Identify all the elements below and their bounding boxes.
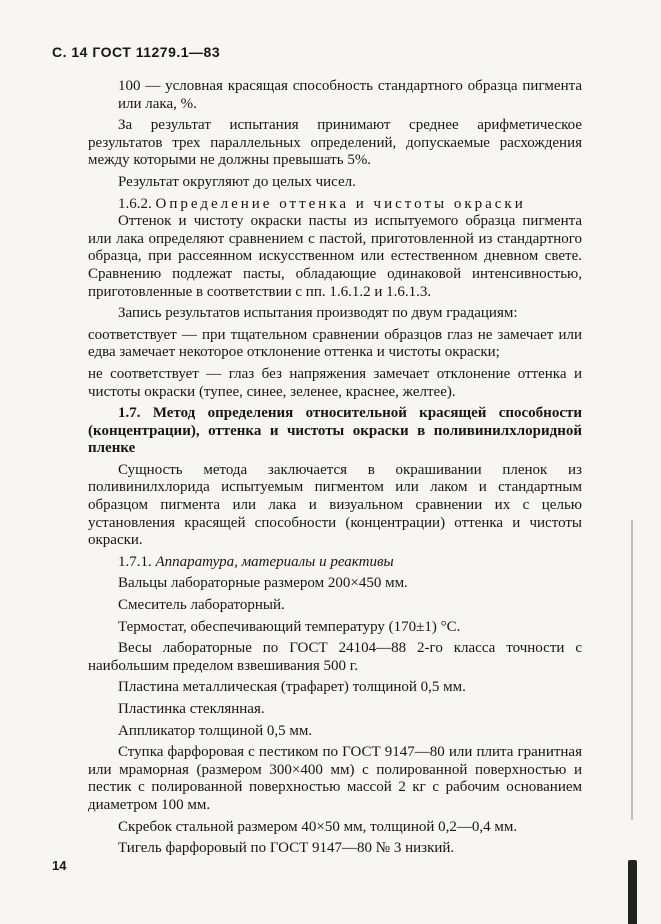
paragraph-formula-note: 100 — условная красящая способность стандартного образца пигмента или лака, %. [118,78,582,112]
list-item-metal-plate: Пластина металлическая (трафарет) толщиной 0,5 мм. [118,679,466,696]
list-item-mortar: Ступка фарфоровая с пестиком по ГОСТ 9147—80 или плита гранитная или мраморная (размером 300×400 мм) с полированной поверхностью и пестик с полированной поверхностью массой 2 кг с рабочим основанием диаметром 100 мм. [88,744,582,813]
paragraph-rounding: Результат округляют до целых чисел. [118,173,356,190]
list-item-mixer: Смеситель лабораторный. [118,597,285,614]
page-header: С. 14 ГОСТ 11279.1—83 [52,44,221,60]
section-number: 1.6.2. [118,195,152,212]
scan-edge-shadow [631,520,633,820]
section-1-6-2-heading [88,196,582,214]
list-item-scales: Весы лабораторные по ГОСТ 24104—88 2-го класса точности с наибольшим пределом взвешивания 500 г. [88,640,582,674]
list-item-scraper: Скребок стальной размером 40×50 мм, толщиной 0,2—0,4 мм. [118,818,518,835]
section-1-7-heading: 1.7. Метод определения относительной красящей способности (концентрации), оттенка и чистоты окраски в поливинилхлоридной пленке [88,405,582,457]
section-title: Определение оттенка и чистоты окраски [155,195,526,212]
paragraph-method-essence: Сущность метода заключается в окрашивании пленок из поливинилхлорида испытуемым пигментом или лаком и стандартным образцом пигмента или лака и визуальном сравнении их с целью установления красящей способности (концентрации) оттенка и чистоты окраски. [88,461,582,549]
section-title: Аппаратура, материалы и реактивы [155,553,394,570]
list-item-applicator: Аппликатор толщиной 0,5 мм. [118,722,313,739]
scan-edge-mark [628,860,637,924]
paragraph-record: Запись результатов испытания производят по двум градациям: [118,305,518,322]
paragraph-result: За результат испытания принимают среднее арифметическое результатов трех параллельных определений, допускаемые расхождения между которыми не должны превышать 5%. [88,117,582,169]
list-item-rollers: Вальцы лабораторные размером 200×450 мм. [118,575,408,592]
section-number: 1.7.1. [118,553,152,570]
page-number: 14 [52,858,67,873]
document-body [88,78,582,858]
paragraph-conforms: соответствует — при тщательном сравнении образцов глаз не замечает или едва замечает некоторое отклонение оттенка и чистоты окраски; [88,326,582,361]
paragraph-not-conforms: не соответствует — глаз без напряжения замечает отклонение оттенка и чистоты окраски (тупее, синее, зеленее, краснее, желтее). [88,365,582,400]
list-item-glass-plate: Пластинка стеклянная. [118,701,265,717]
list-item-thermostat: Термостат, обеспечивающий температуру (170±1) °С. [118,618,461,635]
list-item-crucible: Тигель фарфоровый по ГОСТ 9147—80 № 3 низкий. [118,840,455,857]
section-1-7-1-heading [88,554,582,572]
paragraph-shade-method: Оттенок и чистоту окраски пасты из испытуемого образца пигмента или лака определяют сравнением с пастой, приготовленной из стандартного образца, при рассеянном искусственном или естественном дневном свете. Сравнению подлежат пасты, обладающие одинаковой интенсивностью, приготовленные в соответствии с пп. 1.6.1.2 и 1.6.1.3. [88,213,582,300]
